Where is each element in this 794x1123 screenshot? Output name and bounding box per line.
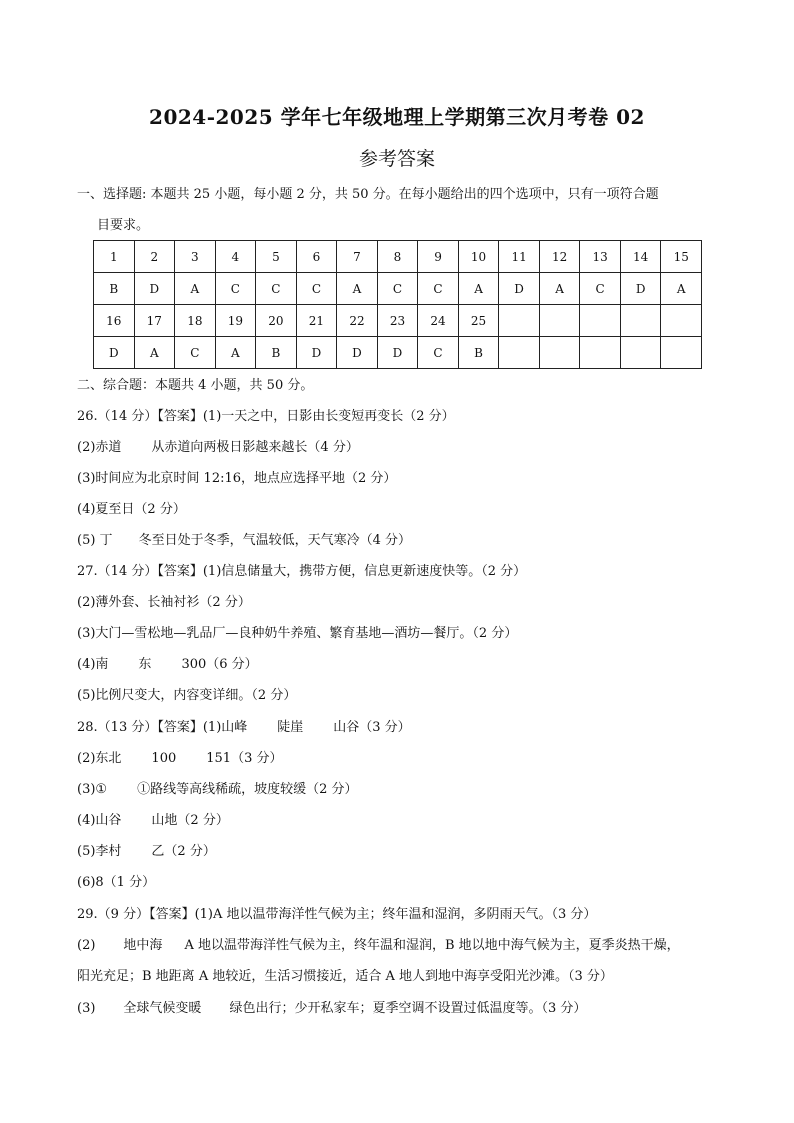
answer-table-cell: B [458, 337, 499, 369]
q28-part2 [77, 751, 282, 767]
answer-table-cell: D [94, 337, 135, 369]
answer-table-cell: 2 [134, 241, 175, 273]
q28-part2-b: 100 [151, 751, 177, 766]
answer-table-cell: 21 [296, 305, 337, 337]
q28-part2-a: (2)东北 [77, 751, 122, 766]
q29-part3-b: 全球气候变暖 [123, 1001, 202, 1016]
answer-table-cell [539, 337, 580, 369]
q28-part2-c: 151（3 分） [206, 751, 283, 766]
answer-table-cell: B [256, 337, 297, 369]
answer-table-cell: A [134, 337, 175, 369]
answer-table-cell: 17 [134, 305, 175, 337]
answer-table-cell: 9 [418, 241, 459, 273]
q29-part2-b: 地中海 [123, 938, 163, 953]
q27-part4-a: (4)南 [77, 657, 109, 672]
page-subtitle: 参考答案 [358, 148, 435, 170]
answer-table-cell: 19 [215, 305, 256, 337]
answer-table-cell: C [175, 337, 216, 369]
q26-part2-a: (2)赤道 [77, 440, 122, 455]
page-title: 2024-2025 学年七年级地理上学期第三次月考卷 02 [149, 105, 645, 129]
q28-head [77, 720, 411, 736]
answer-table-cell [539, 305, 580, 337]
answer-table-cell: 14 [620, 241, 661, 273]
answer-table-cell: D [620, 273, 661, 305]
answer-table-cell: C [418, 337, 459, 369]
answer-table-cell: A [539, 273, 580, 305]
q29-part3-c: 绿色出行；少开私家车；夏季空调不设置过低温度等。（3 分） [229, 1001, 587, 1016]
q26-part4: (4)夏至日（2 分） [77, 502, 186, 517]
answer-table-cell: 16 [94, 305, 135, 337]
answer-table-cell [499, 337, 540, 369]
q26-part5 [77, 533, 411, 549]
q27-part4-c: 300（6 分） [181, 657, 258, 672]
q26-part2 [77, 440, 359, 456]
answer-table-cell [580, 305, 621, 337]
answer-table-cell: A [458, 273, 499, 305]
q26-part2-b: 从赤道向两极日影越来越长（4 分） [151, 440, 359, 455]
q29-part2-c: A 地以温带海洋性气候为主，终年温和湿润，B 地以地中海气候为主，夏季炎热干燥， [184, 938, 680, 953]
answer-table-cell [499, 305, 540, 337]
q28-part5 [77, 844, 216, 860]
answer-table-row [94, 241, 702, 273]
answer-table-cell: 5 [256, 241, 297, 273]
answer-table-cell: C [418, 273, 459, 305]
answer-table-cell: D [499, 273, 540, 305]
answer-table-cell: 23 [377, 305, 418, 337]
q27-head: 27.（14 分）【答案】(1)信息储量大，携带方便，信息更新速度快等。（2 分） [77, 564, 527, 579]
answer-table-cell: 8 [377, 241, 418, 273]
answer-table [93, 240, 702, 369]
answer-table-cell: 6 [296, 241, 337, 273]
answer-table-cell: 10 [458, 241, 499, 273]
q29-part3-a: (3) [77, 1001, 96, 1016]
answer-table-cell: C [296, 273, 337, 305]
answer-table-cell [580, 337, 621, 369]
q26-part3: (3)时间应为北京时间 12:16，地点应选择平地（2 分） [77, 471, 397, 486]
q29-part3 [77, 1001, 586, 1017]
answer-table-cell: 13 [580, 241, 621, 273]
q29-head: 29.（9 分）【答案】(1)A 地以温带海洋性气候为主；终年温和湿润，多阴雨天气。（3 分） [77, 907, 597, 922]
answer-table-cell: 18 [175, 305, 216, 337]
q27-part5: (5)比例尺变大，内容变详细。（2 分） [77, 688, 297, 703]
answer-table-cell [661, 337, 702, 369]
q29-part2-a: (2) [77, 938, 96, 953]
answer-table-row [94, 305, 702, 337]
answer-table-cell: D [134, 273, 175, 305]
answer-table-row [94, 337, 702, 369]
q26-part5-a: (5) 丁 [77, 533, 113, 548]
q26-head: 26.（14 分）【答案】(1)一天之中，日影由长变短再变长（2 分） [77, 409, 455, 424]
answer-table-cell: A [661, 273, 702, 305]
q28-head-a: 28.（13 分）【答案】(1)山峰 [77, 720, 248, 735]
answer-table-cell: C [377, 273, 418, 305]
section2-intro: 二、综合题：本题共 4 小题，共 50 分。 [77, 378, 314, 393]
answer-table-cell: 1 [94, 241, 135, 273]
answer-table-cell: D [296, 337, 337, 369]
section1-intro-line1: 一、选择题: 本题共 25 小题，每小题 2 分，共 50 分。在每小题给出的四个选项中，只有一项符合题 [77, 187, 659, 202]
answer-table-cell [661, 305, 702, 337]
section1-intro-line2: 目要求。 [97, 218, 150, 233]
q28-part3 [77, 782, 357, 798]
answer-table-row [94, 273, 702, 305]
q28-head-b: 陡崖 [277, 720, 304, 735]
q27-part4 [77, 657, 258, 673]
q27-part4-b: 东 [138, 657, 152, 672]
answer-table-cell: 4 [215, 241, 256, 273]
q28-part3-a: (3)① [77, 782, 108, 797]
answer-table-cell [620, 305, 661, 337]
q29-part2 [77, 938, 680, 954]
q28-part5-b: 乙（2 分） [151, 844, 216, 859]
answer-table-cell: 12 [539, 241, 580, 273]
answer-table-cell [620, 337, 661, 369]
answer-table-cell: 7 [337, 241, 378, 273]
answer-table-cell: 20 [256, 305, 297, 337]
q26-part5-b: 冬至日处于冬季，气温较低，天气寒冷（4 分） [138, 533, 411, 548]
answer-table-cell: 11 [499, 241, 540, 273]
answer-table-cell: A [215, 337, 256, 369]
q28-part4-a: (4)山谷 [77, 813, 122, 828]
q29-part2-cont: 阳光充足；B 地距离 A 地较近，生活习惯接近，适合 A 地人到地中海享受阳光沙滩。（3 分） [77, 969, 613, 984]
answer-table-cell: A [175, 273, 216, 305]
answer-table-cell: D [377, 337, 418, 369]
answer-table-cell: D [337, 337, 378, 369]
answer-table-cell: 3 [175, 241, 216, 273]
answer-table-cell: A [337, 273, 378, 305]
q27-part3: (3)大门—雪松地—乳品厂—良种奶牛养殖、繁育基地—酒坊—餐厅。（2 分） [77, 626, 518, 641]
q28-part6: (6)8（1 分） [77, 875, 156, 890]
answer-table-cell: 25 [458, 305, 499, 337]
q28-part5-a: (5)李村 [77, 844, 122, 859]
q27-part2: (2)薄外套、长袖衬衫（2 分） [77, 595, 251, 610]
q28-part3-b: ①路线等高线稀疏，坡度较缓（2 分） [137, 782, 358, 797]
answer-table-cell: 24 [418, 305, 459, 337]
answer-table-cell: 15 [661, 241, 702, 273]
q28-part4 [77, 813, 229, 829]
q28-part4-b: 山地（2 分） [151, 813, 229, 828]
q28-head-c: 山谷（3 分） [333, 720, 411, 735]
answer-table-cell: C [215, 273, 256, 305]
answer-table-cell: B [94, 273, 135, 305]
answer-table-cell: 22 [337, 305, 378, 337]
answer-table-cell: C [580, 273, 621, 305]
answer-table-cell: C [256, 273, 297, 305]
